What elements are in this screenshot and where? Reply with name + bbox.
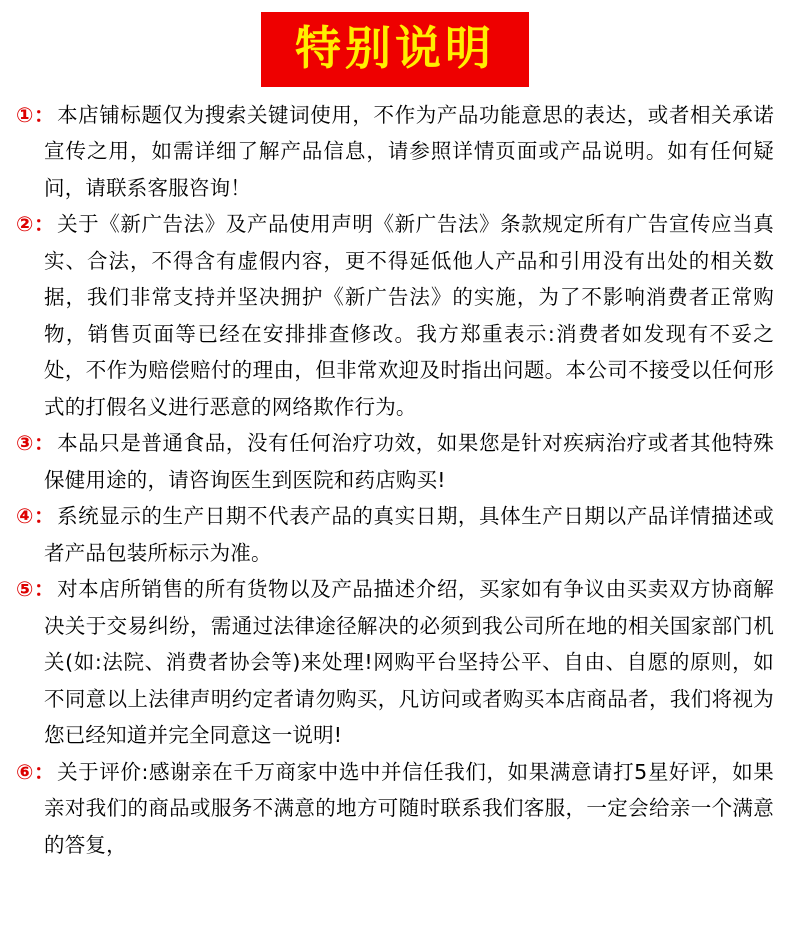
paragraph-marker: ②： <box>16 212 56 237</box>
notice-paragraph <box>16 498 774 571</box>
paragraph-marker: ⑤： <box>16 577 56 602</box>
banner-container <box>0 0 790 97</box>
notice-paragraph <box>16 754 774 863</box>
paragraph-text: 对本店所销售的所有货物以及产品描述介绍，买家如有争议由买卖双方协商解决关于交易纠纷，需通过法律途径解决的必须到我公司所在地的相关国家部门机关(如:法院、消费者协会等)来处理!网购平台坚持公平、自由、自愿的原则，如不同意以上法律声明约定者请勿购买，凡访问或者购买本店商品者，我们将视为您已经知道并完全同意这一说明! <box>44 577 774 748</box>
paragraph-text: 关于评价:感谢亲在千万商家中选中并信任我们，如果满意请打5星好评，如果亲对我们的商品或服务不满意的地方可随时联系我们客服，一定会给亲一个满意的答复， <box>44 759 774 857</box>
paragraph-text: 本店铺标题仅为搜索关键词使用，不作为产品功能意思的表达，或者相关承诺宣传之用，如需详细了解产品信息，请参照详情页面或产品说明。如有任何疑问，请联系客服咨询！ <box>44 102 774 200</box>
paragraph-text: 本品只是普通食品，没有任何治疗功效，如果您是针对疾病治疗或者其他特殊保健用途的，请咨询医生到医院和药店购买! <box>44 431 774 492</box>
paragraph-marker: ④： <box>16 504 56 529</box>
notice-paragraph <box>16 425 774 498</box>
paragraph-marker: ①： <box>16 102 56 127</box>
notice-paragraph <box>16 571 774 753</box>
notice-body <box>0 97 790 863</box>
page-title: 特别说明 <box>261 12 529 87</box>
paragraph-text: 关于《新广告法》及产品使用声明《新广告法》条款规定所有广告宣传应当真实、合法，不得含有虚假内容，更不得延低他人产品和引用没有出处的相关数据，我们非常支持并坚决拥护《新广告法》的实施，为了不影响消费者正常购物，销售页面等已经在安排排查修改。我方郑重表示:消费者如发现有不妥之处，不作为赔偿赔付的理由，但非常欢迎及时指出问题。本公司不接受以任何形式的打假名义进行恶意的网络欺作行为。 <box>44 212 774 419</box>
notice-paragraph <box>16 97 774 206</box>
paragraph-text: 系统显示的生产日期不代表产品的真实日期，具体生产日期以产品详情描述或者产品包装所标示为准。 <box>44 504 774 565</box>
notice-paragraph <box>16 206 774 425</box>
paragraph-marker: ⑥： <box>16 759 56 784</box>
paragraph-marker: ③： <box>16 431 56 456</box>
